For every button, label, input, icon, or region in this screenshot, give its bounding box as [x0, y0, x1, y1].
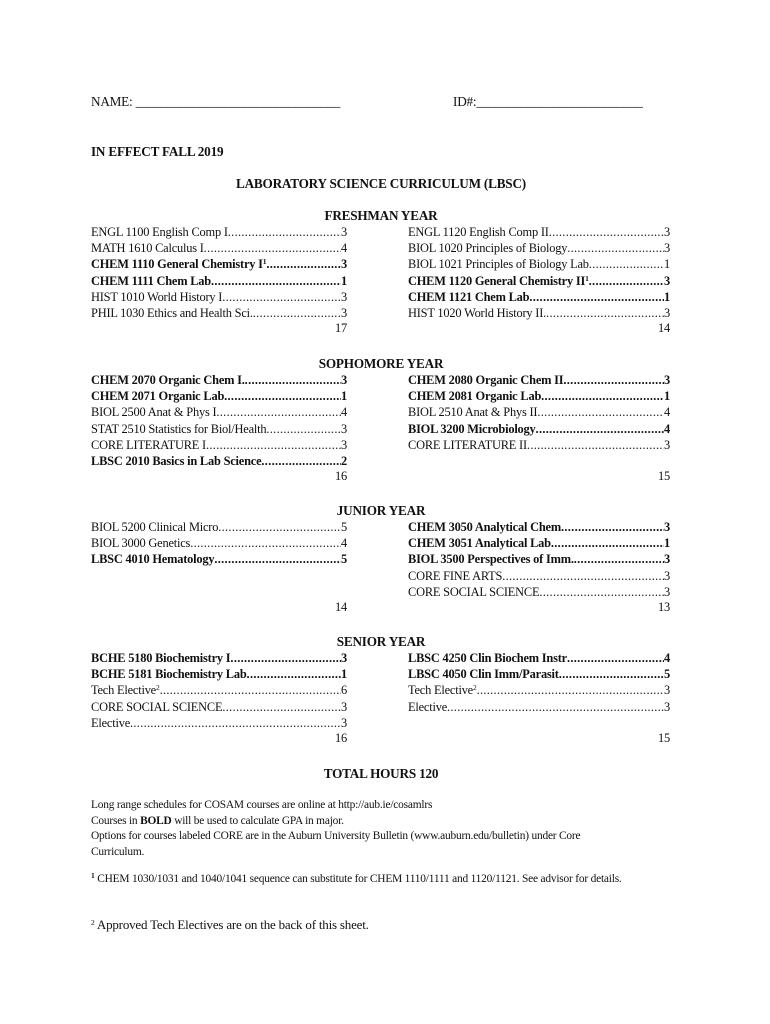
course-name [91, 273, 211, 289]
senior-fall-total: 16 [335, 731, 347, 745]
dot-leader [502, 568, 664, 584]
junior-left-column [91, 519, 347, 568]
senior-year-title: SENIOR YEAR [336, 634, 426, 649]
course-row [408, 372, 670, 388]
credit-hours: 4 [664, 651, 670, 665]
course-name [91, 256, 266, 272]
course-name [408, 273, 589, 289]
course-row [408, 551, 670, 567]
course-name [91, 372, 245, 388]
dot-leader [527, 437, 664, 453]
course-name-text: BCHE 5181 Biochemistry Lab [91, 667, 247, 682]
course-name [408, 224, 549, 240]
sophomore-right-column [408, 372, 670, 453]
course-name-text: BIOL 1020 Principles of Biology [408, 241, 568, 256]
dot-leader [253, 305, 341, 321]
course-row [408, 519, 670, 535]
dot-leader [206, 437, 341, 453]
course-name-text: Tech Elective [408, 683, 473, 698]
dot-leader [228, 224, 341, 240]
footnote-1 [91, 872, 676, 888]
course-name-text: CORE LITERATURE II [408, 437, 527, 452]
credit-hours: 3 [341, 421, 347, 436]
course-row [408, 256, 670, 272]
header-row [91, 94, 671, 112]
credit-hours: 3 [664, 584, 670, 599]
course-row [408, 240, 670, 256]
sophomore-fall-total: 16 [335, 469, 347, 483]
course-name [91, 666, 247, 682]
credit-hours: 4 [664, 405, 670, 420]
course-name [91, 240, 204, 256]
course-name [408, 682, 477, 698]
dot-leader [563, 372, 664, 388]
course-name-text: CHEM 2070 Organic Chem I. [91, 373, 245, 387]
course-name [91, 535, 190, 551]
course-name [408, 289, 529, 305]
credit-hours: 3 [664, 520, 670, 534]
course-name [408, 519, 561, 535]
credit-hours: 3 [341, 651, 347, 665]
course-name-text: Tech Elective [91, 683, 156, 698]
course-name-text: BIOL 2510 Anat & Phys II [408, 405, 538, 420]
course-name-text: CHEM 2081 Organic Lab [408, 389, 542, 404]
note-core-curriculum: Curriculum. [91, 845, 145, 858]
course-name-text: CHEM 3050 Analytical Chem [408, 520, 561, 534]
course-name [91, 453, 261, 469]
course-row [408, 289, 670, 305]
credit-hours: 3 [341, 257, 347, 272]
notes [91, 798, 676, 860]
course-name [408, 551, 574, 567]
course-name-text: BIOL 3000 Genetics [91, 536, 191, 551]
course-name [408, 240, 567, 256]
course-row [91, 437, 347, 453]
course-name [408, 699, 447, 715]
dot-leader [477, 682, 664, 698]
credit-hours: 2 [341, 453, 347, 468]
note-core-options: Options for courses labeled CORE are in the Auburn University Bulletin (www.auburn.edu/bulletin) under Core [91, 830, 581, 842]
freshman-year-title: FRESHMAN YEAR [324, 208, 438, 223]
footnote-marker: 2 [156, 683, 160, 693]
dot-leader [204, 240, 341, 256]
credit-hours: 3 [341, 715, 347, 730]
course-row [408, 404, 670, 420]
dot-leader [218, 519, 341, 535]
course-name-text: BIOL 5200 Clinical Micro [91, 520, 219, 534]
senior-spring-total: 15 [658, 731, 670, 745]
course-row [91, 650, 347, 666]
course-name [91, 699, 222, 715]
course-name-text: CHEM 1120 General Chemistry II [408, 273, 586, 288]
dot-leader [537, 404, 664, 420]
curriculum-title: LABORATORY SCIENCE CURRICULUM (LBSC) [236, 176, 526, 191]
course-name-text: BCHE 5180 Biochemistry I [91, 651, 231, 665]
credit-hours: 3 [341, 289, 347, 304]
course-name [408, 535, 551, 551]
total-hours: TOTAL HOURS 120 [323, 766, 439, 781]
note-bold-courses [91, 814, 676, 830]
course-name [91, 715, 130, 731]
credit-hours: 3 [341, 699, 347, 714]
dot-leader [245, 372, 341, 388]
course-name-text: ENGL 1100 English Comp I [91, 225, 228, 239]
course-name-text: CORE LITERATURE I [91, 437, 206, 452]
freshman-left-column [91, 224, 347, 321]
course-name [408, 666, 559, 682]
dot-leader [266, 256, 341, 272]
course-row [408, 388, 670, 404]
course-name-text: PHIL 1030 Ethics and Health Sci. [91, 305, 253, 320]
course-row [91, 682, 347, 698]
credit-hours: 3 [341, 437, 347, 452]
credit-hours: 6 [341, 683, 347, 698]
credit-hours: 3 [664, 305, 670, 320]
footnote-marker: 2 [473, 683, 477, 693]
credit-hours: 3 [664, 568, 670, 583]
dot-leader [589, 256, 664, 272]
course-name-text: CHEM 1111 Chem Lab [91, 273, 211, 288]
dot-leader [574, 551, 664, 567]
senior-year-section [91, 634, 671, 745]
course-name-text: CHEM 2080 Organic Chem II [408, 373, 564, 387]
course-row [408, 273, 670, 289]
junior-year-section [91, 503, 671, 614]
course-name [408, 421, 536, 437]
course-name [408, 305, 546, 321]
dot-leader [567, 240, 664, 256]
course-row [91, 453, 347, 469]
course-name [408, 404, 537, 420]
course-name-text: BIOL 3200 Microbiology [408, 421, 536, 436]
sophomore-left-column [91, 372, 347, 469]
course-row [408, 535, 670, 551]
footnote-2-marker: 2 [91, 918, 95, 927]
dot-leader [222, 699, 341, 715]
course-row [408, 650, 670, 666]
credit-hours: 1 [664, 536, 670, 551]
course-name-text: LBSC 4050 Clin Imm/Parasit [408, 667, 559, 682]
note-bold-word: BOLD [140, 814, 172, 827]
course-name-text: Elective [91, 715, 130, 730]
credit-hours: 4 [341, 536, 347, 551]
course-name [91, 551, 214, 567]
course-name-text: CORE FINE ARTS [408, 568, 503, 583]
course-name [408, 388, 541, 404]
course-name-text: STAT 2510 Statistics for Biol/Health [91, 421, 267, 436]
course-name-text: HIST 1010 World History I [91, 289, 223, 304]
dot-leader [546, 305, 664, 321]
freshman-spring-total: 14 [658, 321, 670, 335]
course-row [91, 535, 347, 551]
course-name-text: CHEM 2071 Organic Lab [91, 389, 225, 404]
course-row [91, 404, 347, 420]
footnote-2 [91, 917, 676, 933]
course-name-text: ENGL 1120 English Comp II [408, 225, 549, 239]
credit-hours: 4 [341, 405, 347, 420]
course-name [91, 404, 216, 420]
freshman-right-column [408, 224, 670, 321]
course-name [91, 437, 206, 453]
course-name [91, 305, 253, 321]
course-name-text: CORE SOCIAL SCIENCE [408, 584, 540, 599]
course-name-text: HIST 1020 World History II. [408, 305, 547, 320]
course-name-text: LBSC 4250 Clin Biochem Instr [408, 651, 567, 665]
course-name [91, 650, 230, 666]
course-row [91, 256, 347, 272]
dot-leader [190, 535, 341, 551]
dot-leader [551, 535, 664, 551]
course-name [91, 224, 228, 240]
sophomore-year-section [91, 356, 671, 483]
dot-leader [559, 666, 664, 682]
course-row [91, 372, 347, 388]
footnote-marker: 1 [262, 257, 267, 267]
junior-spring-total: 13 [658, 600, 670, 614]
course-row [91, 305, 347, 321]
credit-hours: 4 [664, 421, 670, 436]
note-schedules: Long range schedules for COSAM courses are online at http://aub.ie/cosamlrs [91, 799, 433, 811]
dot-leader [247, 666, 341, 682]
course-name [408, 584, 539, 600]
course-row [408, 584, 670, 600]
credit-hours: 5 [341, 552, 347, 567]
dot-leader [266, 421, 341, 437]
credit-hours: 3 [664, 225, 670, 239]
junior-fall-total: 14 [335, 600, 347, 614]
senior-left-column [91, 650, 347, 731]
course-name [408, 372, 563, 388]
junior-year-title: JUNIOR YEAR [336, 503, 426, 518]
freshman-year-section [91, 208, 671, 335]
dot-leader [561, 519, 664, 535]
dot-leader [447, 699, 664, 715]
name-field-label: NAME: ________________________________ [91, 94, 341, 109]
course-name-text: BIOL 1021 Principles of Biology Lab [408, 257, 589, 272]
course-name [91, 421, 266, 437]
dot-leader [216, 404, 341, 420]
credit-hours: 3 [341, 225, 347, 239]
dot-leader [549, 224, 664, 240]
dot-leader [567, 650, 664, 666]
course-name [91, 388, 224, 404]
dot-leader [222, 289, 341, 305]
course-name [408, 437, 527, 453]
credit-hours: 1 [341, 273, 347, 288]
credit-hours: 3 [664, 552, 670, 567]
course-row [91, 273, 347, 289]
sophomore-spring-total: 15 [658, 469, 670, 483]
course-row [408, 568, 670, 584]
credit-hours: 1 [664, 289, 670, 304]
course-row [408, 437, 670, 453]
credit-hours: 5 [664, 667, 670, 682]
credit-hours: 3 [664, 683, 670, 698]
credit-hours: 3 [341, 305, 347, 320]
course-row [91, 388, 347, 404]
sophomore-year-title: SOPHOMORE YEAR [318, 356, 444, 371]
footnote-1-marker: 1 [91, 871, 95, 880]
credit-hours: 1 [341, 667, 347, 682]
dot-leader [536, 421, 664, 437]
credit-hours: 1 [664, 257, 670, 272]
credit-hours: 4 [341, 241, 347, 256]
footnote-2-text: Approved Tech Electives are on the back of this sheet. [94, 917, 369, 932]
course-row [91, 289, 347, 305]
footnote-1-text: CHEM 1030/1031 and 1040/1041 sequence can substitute for CHEM 1110/1111 and 1120/1121. See advisor for details. [94, 873, 622, 885]
course-name-text: CHEM 3051 Analytical Lab [408, 536, 551, 551]
course-row [91, 224, 347, 240]
freshman-fall-total: 17 [335, 321, 347, 335]
credit-hours: 3 [341, 373, 347, 387]
course-name-text: LBSC 4010 Hematology [91, 552, 215, 567]
course-name [408, 256, 589, 272]
credit-hours: 5 [341, 520, 347, 534]
credit-hours: 3 [664, 241, 670, 256]
note-bold-post: will be used to calculate GPA in major. [171, 814, 344, 827]
senior-right-column [408, 650, 670, 715]
course-row [408, 305, 670, 321]
course-name-text: CHEM 1121 Chem Lab [408, 289, 530, 304]
effective-date: IN EFFECT FALL 2019 [91, 144, 224, 159]
course-name-text: MATH 1610 Calculus I [91, 241, 204, 256]
id-field-label: ID#:__________________________ [453, 94, 643, 109]
credit-hours: 3 [664, 437, 670, 452]
dot-leader [214, 551, 341, 567]
course-name-text: BIOL 3500 Perspectives of Imm. [408, 552, 574, 567]
dot-leader [541, 388, 664, 404]
course-row [91, 551, 347, 567]
dot-leader [589, 273, 664, 289]
course-name-text: CORE SOCIAL SCIENCE [91, 699, 223, 714]
footnote-marker: 1 [585, 273, 589, 283]
dot-leader [130, 715, 341, 731]
note-bold-pre: Courses in [91, 814, 141, 827]
course-name [408, 568, 502, 584]
credit-hours: 3 [664, 373, 670, 387]
dot-leader [539, 584, 664, 600]
credit-hours: 3 [664, 273, 670, 288]
dot-leader [230, 650, 341, 666]
course-row [91, 666, 347, 682]
course-row [91, 699, 347, 715]
course-row [408, 666, 670, 682]
course-row [91, 240, 347, 256]
course-row [408, 224, 670, 240]
course-row [91, 715, 347, 731]
course-name [91, 289, 222, 305]
course-name-text: Elective [408, 699, 447, 714]
credit-hours: 3 [664, 699, 670, 714]
credit-hours: 1 [664, 389, 670, 404]
course-row [408, 682, 670, 698]
course-name-text: BIOL 2500 Anat & Phys I [91, 405, 217, 420]
credit-hours: 1 [341, 389, 347, 404]
dot-leader [211, 273, 341, 289]
dot-leader [160, 682, 341, 698]
course-row [91, 519, 347, 535]
course-name-text: LBSC 2010 Basics in Lab Science [91, 453, 262, 468]
dot-leader [261, 453, 341, 469]
course-row [408, 421, 670, 437]
dot-leader [529, 289, 664, 305]
course-name [91, 519, 218, 535]
course-name [408, 650, 567, 666]
course-name-text: CHEM 1110 General Chemistry I [91, 257, 263, 272]
course-row [408, 699, 670, 715]
course-row [91, 421, 347, 437]
junior-right-column [408, 519, 670, 600]
course-name [91, 682, 160, 698]
dot-leader [224, 388, 341, 404]
